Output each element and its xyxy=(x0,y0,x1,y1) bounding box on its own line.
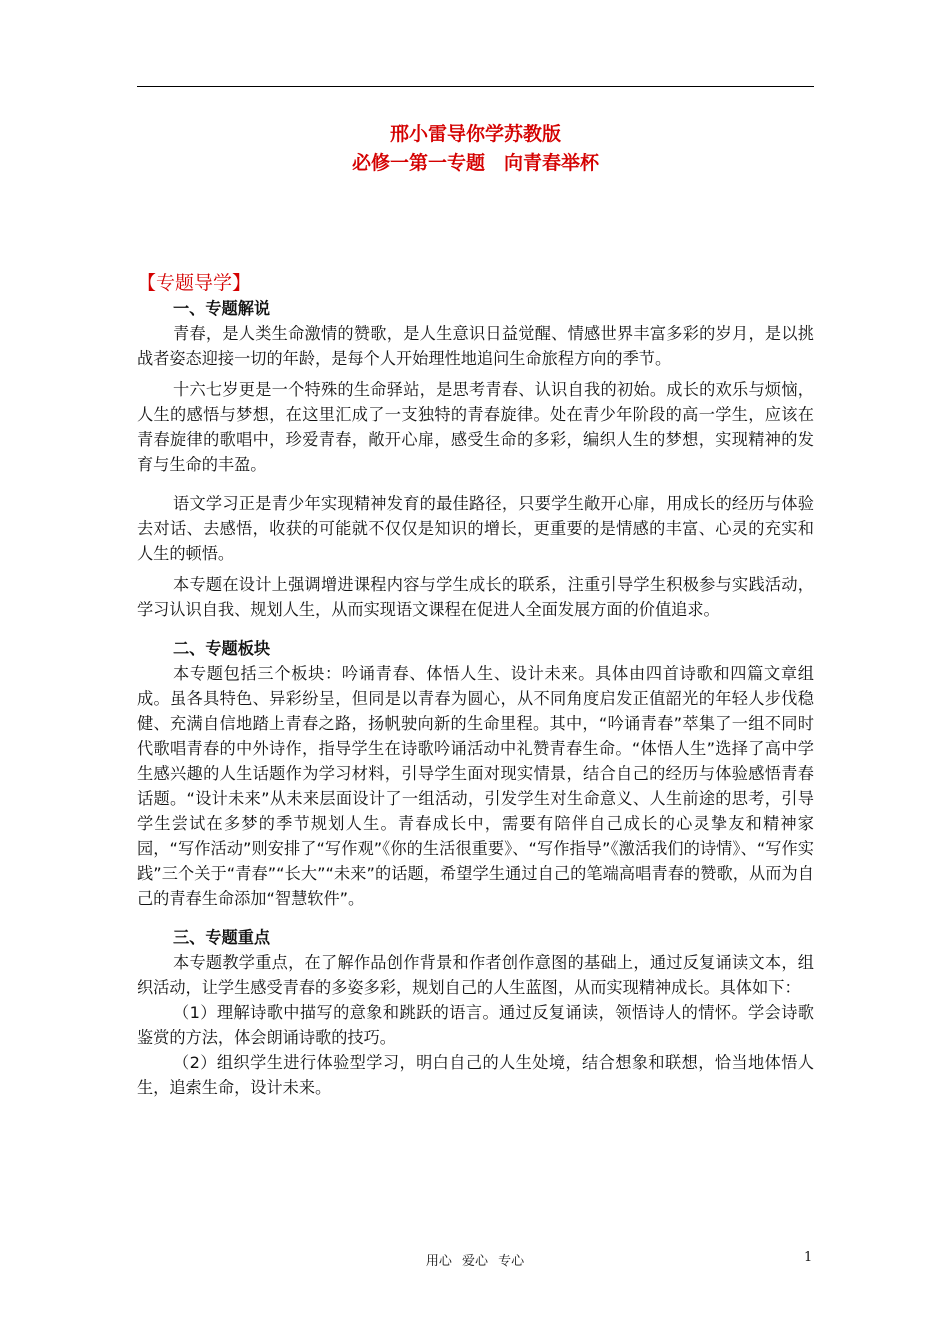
document-title-line2: 必修一第一专题 向青春举杯 xyxy=(351,152,599,174)
paragraph: 本专题教学重点，在了解作品创作背景和作者创作意图的基础上，通过反复诵读文本，组织活动，让学生感受青春的多姿多彩，规划自己的人生蓝图，从而实现精神成长。具体如下： xyxy=(137,953,814,997)
document-title-line1: 邢小雷导你学苏教版 xyxy=(389,123,561,145)
section-heading: 二、专题板块 xyxy=(173,639,271,658)
header-rule xyxy=(137,86,814,87)
paragraph: 语文学习正是青少年实现精神发育的最佳路径，只要学生敞开心扉，用成长的经历与体验去对话、去感悟，收获的可能就不仅仅是知识的增长，更重要的是情感的丰富、心灵的充实和人生的顿悟。 xyxy=(137,494,814,563)
section-intro xyxy=(137,296,814,622)
page-number: 1 xyxy=(804,1250,813,1265)
section-blocks xyxy=(137,636,814,911)
paragraph: 本专题在设计上强调增进课程内容与学生成长的联系，注重引导学生积极参与实践活动，学习认识自我、规划人生，从而实现语文课程在促进人全面发展方面的价值追求。 xyxy=(137,575,814,619)
paragraph: （2）组织学生进行体验型学习，明白自己的人生处境，结合想象和联想，恰当地体悟人生，追索生命，设计未来。 xyxy=(137,1053,814,1097)
section-heading: 一、专题解说 xyxy=(173,299,271,318)
paragraph: 青春，是人类生命激情的赞歌，是人生意识日益觉醒、情感世界丰富多彩的岁月，是以挑战者姿态迎接一切的年龄，是每个人开始理性地追问生命旅程方向的季节。 xyxy=(137,324,814,368)
document-body xyxy=(137,270,814,1100)
paragraph: 十六七岁更是一个特殊的生命驿站，是思考青春、认识自我的初始。成长的欢乐与烦恼，人生的感悟与梦想，在这里汇成了一支独特的青春旋律。处在青少年阶段的高一学生，应该在青春旋律的歌唱中，珍爱青春，敞开心扉，感受生命的多彩，编织人生的梦想，实现精神的发育与生命的丰盈。 xyxy=(137,380,814,474)
section-heading: 三、专题重点 xyxy=(173,928,271,947)
footer-text: 用心 爱心 专心 xyxy=(425,1254,525,1269)
paragraph: 本专题包括三个板块：吟诵青春、体悟人生、设计未来。具体由四首诗歌和四篇文章组成。虽各具特色、异彩纷呈，但同是以青春为圆心，从不同角度启发正值韶光的年轻人步伐稳健、充满自信地踏上青春之路，扬帆驶向新的生命里程。其中，“吟诵青春”萃集了一组不同时代歌唱青春的中外诗作，指导学生在诗歌吟诵活动中礼赞青春生命。“体悟人生”选择了高中学生感兴趣的人生话题作为学习材料，引导学生面对现实情景，结合自己的经历与体验感悟青春话题。“设计未来”从未来层面设计了一组活动，引发学生对生命意义、人生前途的思考，引导学生尝试在多梦的季节规划人生。青春成长中，需要有陪伴自己成长的心灵挚友和精神家园，“写作活动”则安排了“写作观”《你的生活很重要》、“写作指导”《激活我们的诗情》、“写作实践”三个关于“青春”“长大”“未来”的话题，希望学生通过自己的笔端高唱青春的赞歌，从而为自己的青春生命添加“智慧软件”。 xyxy=(137,664,814,908)
section-focus xyxy=(137,925,814,1100)
paragraph: （1）理解诗歌中描写的意象和跳跃的语言。通过反复诵读，领悟诗人的情怀。学会诗歌鉴赏的方法，体会朗诵诗歌的技巧。 xyxy=(137,1003,814,1047)
section-label: 【专题导学】 xyxy=(137,272,252,294)
